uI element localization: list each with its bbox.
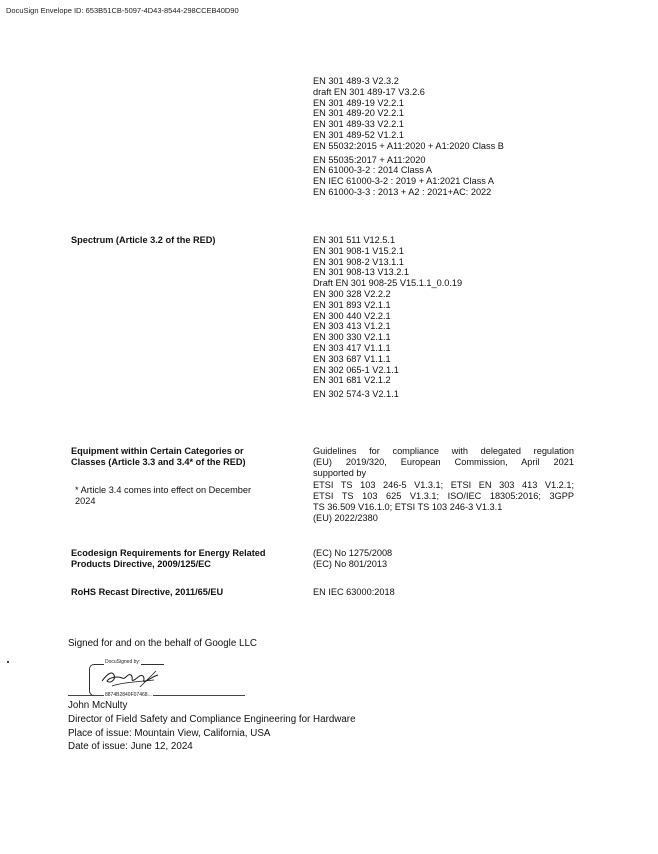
emc-standard: EN 55032:2015 + A11:2020 + A1:2020 Class B xyxy=(313,140,504,151)
emc-standard: EN 55035:2017 + A11:2020 xyxy=(313,154,426,165)
guideline-line: supported by xyxy=(313,468,367,479)
ecodesign-label xyxy=(71,548,303,570)
ecodesign-label-line: Ecodesign Requirements for Energy Related xyxy=(71,548,266,558)
emc-standard: EN IEC 61000-3-2 : 2019 + A1:2021 Class A xyxy=(313,176,495,187)
signed-for-statement: Signed for and on the behalf of Google LLC xyxy=(68,638,258,649)
date-of-issue: Date of issue: June 12, 2024 xyxy=(68,741,193,753)
docusign-label: DocuSigned by: xyxy=(105,659,141,665)
spectrum-standard: EN 302 065-1 V2.1.1 xyxy=(313,364,399,375)
envelope-id: DocuSign Envelope ID: 653B51CB-5097-4D43-8544-298CCEB40D90 xyxy=(6,6,239,15)
spectrum-standard: EN 303 417 V1.1.1 xyxy=(313,342,391,353)
ecodesign-label-line: Products Directive, 2009/125/EC xyxy=(71,559,211,570)
spectrum-standard: EN 301 908-2 V13.1.1 xyxy=(313,256,404,267)
article-note-line: 2024 xyxy=(75,496,96,507)
equipment-label xyxy=(71,446,303,468)
article-note xyxy=(71,485,296,507)
rohs-label: RoHS Recast Directive, 2011/65/EU xyxy=(71,587,224,597)
guideline-line: ETSI TS 103 246-5 V1.3.1; ETSI EN 303 413 V1.2.1; xyxy=(313,479,574,490)
emc-standards-list xyxy=(313,76,504,198)
emc-standard: EN 301 489-52 V1.2.1 xyxy=(313,129,404,140)
signatory-title: Director of Field Safety and Compliance Engineering for Hardware xyxy=(68,713,356,725)
emc-standard: EN 301 489-20 V2.2.1 xyxy=(313,108,404,119)
signature-id: 8874B2840F07468... xyxy=(105,692,152,698)
emc-standard: EN 301 489-33 V2.2.1 xyxy=(313,119,404,130)
spectrum-label: Spectrum (Article 3.2 of the RED) xyxy=(71,235,216,245)
signatory-name: John McNulty xyxy=(68,700,128,711)
guideline-line: ETSI TS 103 625 V1.3.1; ISO/IEC 18305:2016; 3GPP xyxy=(313,490,574,501)
ecodesign-value: (EC) No 1275/2008 xyxy=(313,548,393,558)
spectrum-standard: EN 300 330 V2.1.1 xyxy=(313,332,391,343)
spectrum-standard: EN 303 687 V1.1.1 xyxy=(313,353,391,364)
ecodesign-value: (EC) No 801/2013 xyxy=(313,559,388,570)
equipment-label-line: Classes (Article 3.3 and 3.4* of the RED) xyxy=(71,457,246,468)
signature-line xyxy=(68,695,245,696)
spectrum-standard: EN 301 908-1 V15.2.1 xyxy=(313,245,404,256)
signatory-info xyxy=(68,699,356,754)
spectrum-standard: EN 301 511 V12.5.1 xyxy=(313,235,396,245)
emc-standard: EN 301 489-3 V2.3.2 xyxy=(313,76,399,86)
guideline-line: Guidelines for compliance with delegated regulation xyxy=(313,446,574,456)
spectrum-standard: EN 300 440 V2.2.1 xyxy=(313,310,391,321)
rohs-value: EN IEC 63000:2018 xyxy=(313,587,395,597)
handwritten-signature xyxy=(100,667,162,691)
stray-dot xyxy=(7,661,9,663)
ecodesign-values xyxy=(313,548,392,570)
spectrum-standard: Draft EN 301 908-25 V15.1.1_0.0.19 xyxy=(313,278,463,289)
spectrum-standard: EN 301 893 V2.1.1 xyxy=(313,299,391,310)
emc-standard: EN 61000-3-2 : 2014 Class A xyxy=(313,165,432,176)
spectrum-standard: EN 303 413 V1.2.1 xyxy=(313,321,391,332)
emc-standard: EN 301 489-19 V2.2.1 xyxy=(313,97,404,108)
spectrum-standard: EN 301 681 V2.1.2 xyxy=(313,375,391,386)
spectrum-standard: EN 301 908-13 V13.2.1 xyxy=(313,267,410,278)
emc-standard: EN 61000-3-3 : 2013 + A2 : 2021+AC: 2022 xyxy=(313,186,492,197)
spectrum-standard: EN 302 574-3 V2.1.1 xyxy=(313,389,399,400)
guideline-line: (EU) 2019/320, European Commission, April 2021 xyxy=(313,457,574,468)
spectrum-standard: EN 300 328 V2.2.2 xyxy=(313,288,391,299)
place-of-issue: Place of issue: Mountain View, California, USA xyxy=(68,727,271,739)
equipment-guidelines xyxy=(313,446,574,524)
guideline-line: (EU) 2022/2380 xyxy=(313,513,378,524)
spectrum-standards-list xyxy=(313,235,462,400)
guideline-line: TS 36.509 V16.1.0; ETSI TS 103 246-3 V1.3.1 xyxy=(313,502,503,513)
equipment-label-line: Equipment within Certain Categories or xyxy=(71,446,244,456)
emc-standard: draft EN 301 489-17 V3.2.6 xyxy=(313,86,425,97)
article-note-line: * Article 3.4 comes into effect on December xyxy=(75,485,252,495)
